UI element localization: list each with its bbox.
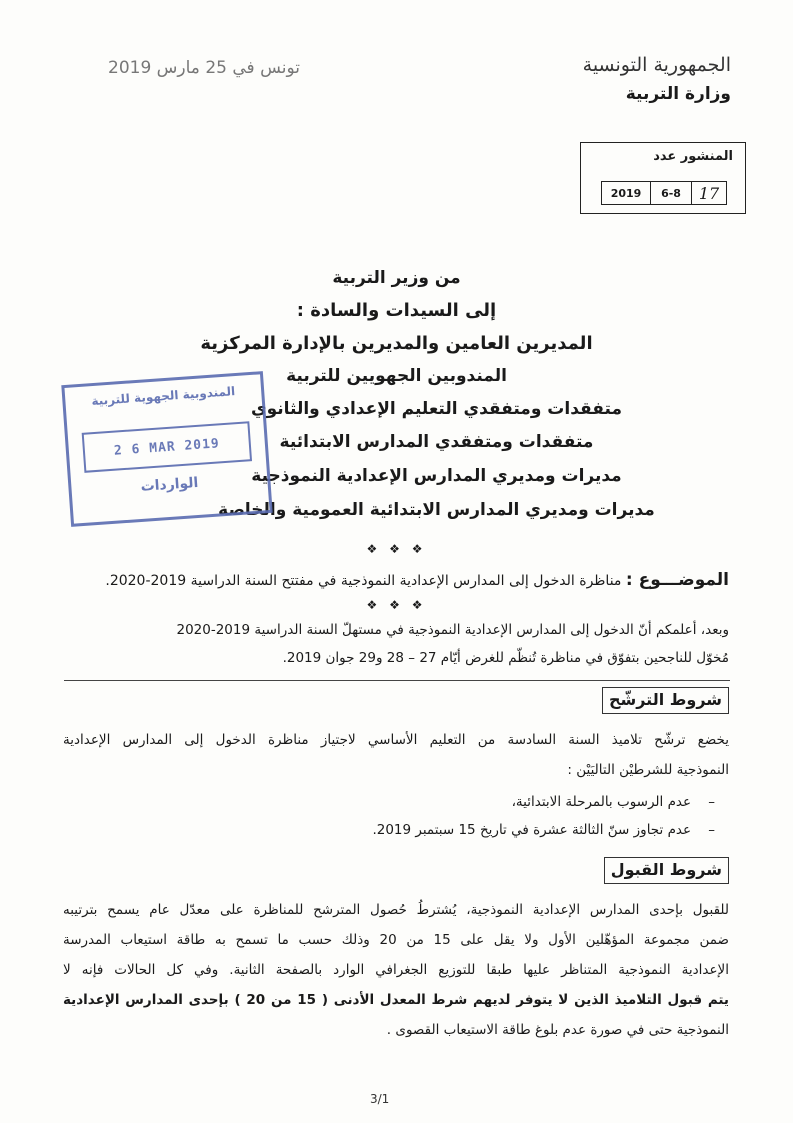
circular-label: المنشور عدد bbox=[653, 149, 733, 164]
body-line: يتم قبول التلاميذ الذين لا يتوفر لديهم شرط المعدل الأدنى ( 15 من 20 ) بإحدى المدارس الإعدادية bbox=[63, 992, 729, 1008]
addressee-line: مديرات ومديري المدارس الإعدادية النموذجية bbox=[251, 466, 622, 486]
bullet-dash: – bbox=[691, 794, 715, 810]
body-line: للقبول بإحدى المدارس الإعدادية النموذجية، يُشترطُ حُصول المترشح للمناظرة على معدّل عام يسمح بترتيبه bbox=[63, 902, 729, 918]
divider bbox=[64, 680, 730, 681]
addressee-to: إلى السيدات والسادة : bbox=[296, 300, 497, 321]
separator-stars: ❖ ❖ ❖ bbox=[366, 542, 427, 556]
addressee-line: متفقدات ومتفقدي التعليم الإعدادي والثانوي bbox=[251, 399, 622, 419]
letterhead bbox=[583, 54, 731, 104]
body-line: النموذجية للشرطيْن التاليَيْن : bbox=[567, 762, 729, 778]
subject-label: الموضـــوع : bbox=[625, 570, 729, 590]
addressee-from: من وزير التربية bbox=[332, 268, 461, 288]
bullet-item: – عدم الرسوب بالمرحلة الابتدائية، bbox=[511, 794, 715, 810]
stamp-date: 2 6 MAR 2019 bbox=[82, 421, 252, 473]
separator-stars: ❖ ❖ ❖ bbox=[366, 598, 427, 612]
received-stamp bbox=[61, 371, 272, 527]
body-line: يخضع ترشّح تلاميذ السنة السادسة من التعليم الأساسي لاجتياز مناظرة الدخول إلى المدارس الإعدادية bbox=[63, 732, 729, 748]
addressee-line: المندوبين الجهويين للتربية bbox=[286, 366, 507, 386]
circular-number-cells bbox=[601, 181, 727, 205]
addressee-line: المديرين العامين والمديرين بالإدارة المركزية bbox=[200, 333, 593, 354]
intro-line: مُخوّل للناجحين بتفوّق في مناظرة تُنظّم للغرض أيّام 27 – 28 و29 جوان 2019. bbox=[282, 650, 729, 666]
place-date: تونس في 25 مارس 2019 bbox=[108, 58, 300, 78]
intro-line: وبعد، أعلمكم أنّ الدخول إلى المدارس الإعدادية النموذجية في مستهلّ السنة الدراسية 2019-2020 bbox=[176, 622, 729, 638]
stamp-bottom-text: الواردات bbox=[140, 474, 199, 495]
body-line: ضمن مجموعة المؤهّلين الأول ولا يقل على 15 من 20 وذلك حسب ما تسمح به طاقة استيعاب المدرسة bbox=[63, 932, 730, 948]
addressee-line: مديرات ومديري المدارس الابتدائية العمومية والخاصة bbox=[218, 500, 655, 520]
republic-name: الجمهورية التونسية bbox=[582, 54, 731, 76]
addressee-line: متفقدات ومتفقدي المدارس الابتدائية bbox=[279, 432, 594, 452]
circular-number-box bbox=[580, 142, 746, 214]
circular-code: 6-8 bbox=[651, 182, 692, 204]
bullet-dash: – bbox=[691, 822, 715, 838]
page-number: 3/1 bbox=[370, 1092, 390, 1106]
stamp-top-text: المندوبية الجهوية للتربية bbox=[91, 384, 236, 409]
subject-line bbox=[105, 570, 729, 590]
body-line: النموذجية حتى في صورة عدم بلوغ طاقة الاستيعاب القصوى . bbox=[386, 1022, 729, 1038]
ministry-name: وزارة التربية bbox=[625, 84, 731, 104]
circular-number: 17 bbox=[698, 183, 720, 203]
section-title-candidacy: شروط الترشّح bbox=[602, 687, 729, 714]
section-title-admission: شروط القبول bbox=[604, 857, 729, 884]
circular-year: 2019 bbox=[602, 182, 651, 204]
bullet-item: – عدم تجاوز سنّ الثالثة عشرة في تاريخ 15 سبتمبر 2019. bbox=[372, 822, 715, 838]
subject-text: مناظرة الدخول إلى المدارس الإعدادية النموذجية في مفتتح السنة الدراسية 2019-2020. bbox=[105, 573, 622, 589]
body-line: الإعدادية النموذجية المتناظر عليها طبقا للتوزيع الجغرافي الوارد بالصفحة الثانية. وفي كل الحالات فإنه لا bbox=[63, 962, 729, 978]
